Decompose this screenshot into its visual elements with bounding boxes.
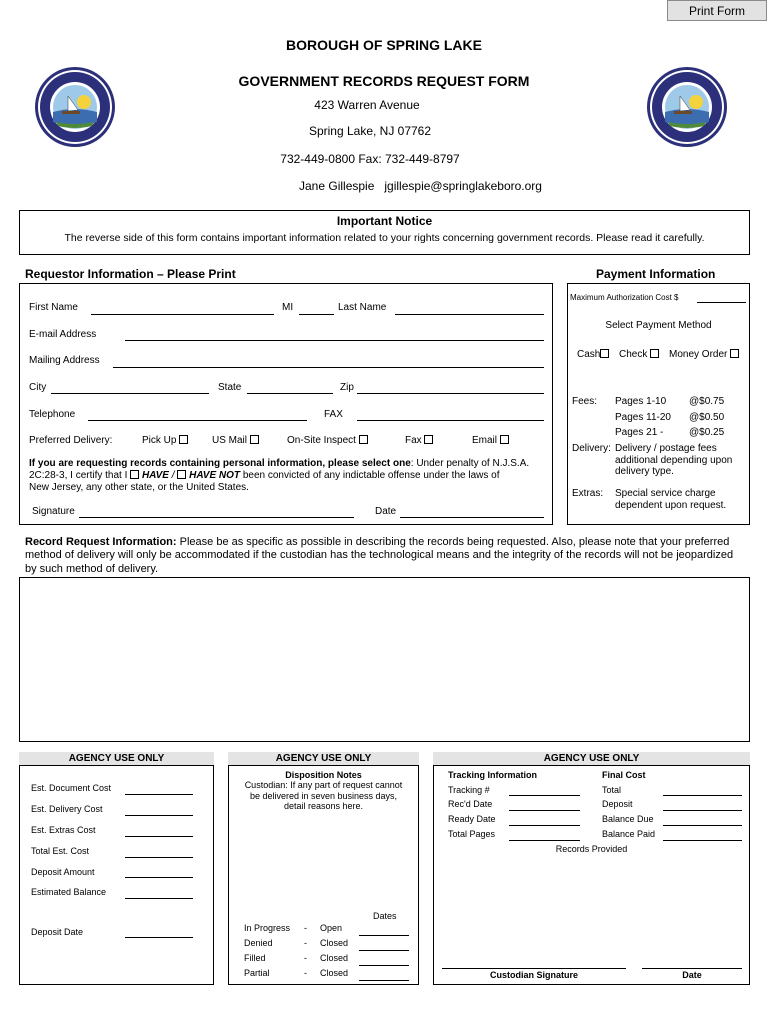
mi-label: MI [282, 302, 294, 313]
delivery-fee-text: Delivery / postage fees additional depending upon delivery type. [615, 443, 733, 477]
print-form-button[interactable]: Print Form [667, 0, 767, 21]
fax-delivery-label: Fax [405, 435, 422, 446]
status-open: Open [320, 923, 343, 933]
status-dash-2: - [304, 938, 307, 948]
balance-paid-label: Balance Paid [602, 829, 656, 839]
have-label: HAVE [141, 470, 169, 481]
agency-use-header-3: AGENCY USE ONLY [433, 752, 750, 765]
check-label: Check [619, 349, 648, 360]
last-name-label: Last Name [338, 302, 387, 313]
extras-fee-text: Special service charge dependent upon request. [615, 488, 727, 511]
payment-check[interactable] [619, 349, 659, 360]
city-label: City [29, 382, 47, 393]
max-auth-field[interactable] [697, 302, 746, 303]
est-delivery-cost-label: Est. Delivery Cost [31, 804, 103, 814]
in-progress-date-field[interactable] [359, 935, 409, 936]
fee-tier-1-pages: Pages 1-10 [615, 396, 667, 407]
est-extras-cost-field[interactable] [125, 836, 193, 837]
phone-fax: 732-449-0800 Fax: 732-449-8797 [280, 152, 460, 166]
record-request-text: Please be as specific as possible in describing the records being requested. Also, please note that your preferred method of delivery will only be accommodated if the custodian has the technological means and the integrity of the records will not be jeopardized by such method of delivery. [25, 536, 734, 575]
status-closed-1: Closed [320, 938, 349, 948]
check-checkbox[interactable] [650, 349, 659, 358]
status-closed-3: Closed [320, 968, 349, 978]
date-field[interactable] [400, 517, 544, 518]
telephone-field[interactable] [88, 420, 307, 421]
have-checkbox[interactable] [130, 470, 139, 479]
city-field[interactable] [51, 393, 209, 394]
status-filled: Filled [244, 953, 266, 963]
important-notice-box [19, 210, 750, 255]
total-est-cost-label: Total Est. Cost [31, 846, 90, 856]
delivery-fee-label: Delivery: [572, 443, 611, 454]
final-deposit-field[interactable] [663, 810, 742, 811]
custodian-signature-label: Custodian Signature [489, 970, 578, 980]
delivery-option-email[interactable] [472, 435, 509, 446]
recd-date-field[interactable] [509, 810, 580, 811]
tracking-number-field[interactable] [509, 795, 580, 796]
delivery-option-usmail[interactable] [212, 435, 259, 446]
balance-due-field[interactable] [663, 825, 742, 826]
email-delivery-label: Email [472, 435, 498, 446]
first-name-field[interactable] [91, 314, 274, 315]
fax-field[interactable] [357, 420, 544, 421]
money-order-checkbox[interactable] [730, 349, 739, 358]
deposit-date-label: Deposit Date [31, 927, 84, 937]
custodian-signature-field[interactable] [442, 968, 626, 969]
est-delivery-cost-field[interactable] [125, 815, 193, 816]
have-not-label: HAVE NOT [189, 470, 241, 481]
record-request-title: Record Request Information: [25, 536, 177, 548]
personal-info-text-4: New Jersey, any other state, or the United States. [29, 482, 249, 493]
record-request-textarea[interactable] [19, 577, 750, 742]
personal-info-text-2: 2C:28-3, I certify that I [29, 470, 128, 481]
delivery-option-fax[interactable] [405, 435, 433, 446]
signature-label: Signature [32, 506, 75, 517]
usmail-label: US Mail [212, 435, 248, 446]
fee-tier-1-rate: @$0.75 [689, 396, 725, 407]
custodian-date-label: Date [682, 970, 702, 980]
requestor-section-title: Requestor Information – Please Print [25, 267, 236, 281]
fee-tier-3-pages: Pages 21 - [615, 427, 664, 438]
status-dash-3: - [304, 953, 307, 963]
ready-date-label: Ready Date [448, 814, 496, 824]
extras-fee-label: Extras: [572, 488, 604, 499]
fax-delivery-checkbox[interactable] [424, 435, 433, 444]
payment-cash[interactable] [577, 349, 609, 360]
max-auth-label: Maximum Authorization Cost $ [570, 293, 679, 302]
disposition-notes-title: Disposition Notes [285, 770, 362, 780]
state-label: State [218, 382, 242, 393]
delivery-option-pickup[interactable] [142, 435, 188, 446]
final-total-field[interactable] [663, 795, 742, 796]
final-deposit-label: Deposit [602, 799, 633, 809]
fees-label: Fees: [572, 396, 598, 407]
payment-money-order[interactable] [669, 349, 739, 360]
have-not-checkbox[interactable] [177, 470, 186, 479]
fee-tier-2-rate: @$0.50 [689, 412, 725, 423]
dates-label: Dates [373, 911, 397, 921]
total-est-cost-field[interactable] [125, 857, 193, 858]
agency-use-header-2: AGENCY USE ONLY [228, 752, 419, 765]
slash-label: / [171, 470, 175, 481]
total-pages-label: Total Pages [448, 829, 496, 839]
onsite-label: On-Site Inspect [287, 435, 356, 446]
agency-tracking-box [433, 765, 750, 985]
status-partial: Partial [244, 968, 270, 978]
fee-tier-3-rate: @$0.25 [689, 427, 725, 438]
address-line-2: Spring Lake, NJ 07762 [308, 124, 432, 138]
mailing-address-label: Mailing Address [29, 355, 100, 366]
fax-label: FAX [324, 409, 343, 420]
total-pages-field[interactable] [509, 840, 580, 841]
fee-tier-2-pages: Pages 11-20 [615, 412, 671, 423]
mi-field[interactable] [299, 314, 334, 315]
form-title: GOVERNMENT RECORDS REQUEST FORM [238, 73, 530, 89]
custodian-date-field[interactable] [642, 968, 742, 969]
select-payment-method-label: Select Payment Method [605, 320, 712, 331]
recd-date-label: Rec'd Date [448, 799, 493, 809]
state-field[interactable] [247, 393, 333, 394]
contact-line: Jane Gillespie jgillespie@springlakeboro.org [299, 179, 542, 193]
pickup-checkbox[interactable] [179, 435, 188, 444]
deposit-date-field[interactable] [125, 937, 193, 938]
deposit-amount-field[interactable] [125, 877, 193, 878]
notice-title: Important Notice [336, 214, 433, 228]
agency-use-header-1: AGENCY USE ONLY [19, 752, 214, 765]
est-document-cost-field[interactable] [125, 794, 193, 795]
final-cost-title: Final Cost [602, 770, 646, 780]
zip-field[interactable] [357, 393, 544, 394]
filled-date-field[interactable] [359, 965, 409, 966]
mailing-address-field[interactable] [113, 367, 544, 368]
last-name-field[interactable] [395, 314, 544, 315]
notice-text: The reverse side of this form contains important information related to your rights concerning government records. Please read it carefully. [64, 232, 705, 244]
cash-checkbox[interactable] [600, 349, 609, 358]
est-extras-cost-label: Est. Extras Cost [31, 825, 96, 835]
telephone-label: Telephone [29, 409, 76, 420]
status-closed-2: Closed [320, 953, 349, 963]
borough-title: BOROUGH OF SPRING LAKE [285, 37, 482, 53]
delivery-option-onsite[interactable] [287, 435, 368, 446]
est-document-cost-label: Est. Document Cost [31, 783, 112, 793]
denied-date-field[interactable] [359, 950, 409, 951]
date-label: Date [375, 506, 397, 517]
money-order-label: Money Order [669, 349, 728, 360]
first-name-label: First Name [29, 302, 78, 313]
ready-date-field[interactable] [509, 825, 580, 826]
personal-info-bold: If you are requesting records containing personal information, please select one [29, 458, 411, 469]
email-label: E-mail Address [29, 329, 97, 340]
address-line-1: 423 Warren Avenue [314, 98, 420, 112]
cash-label: Cash [577, 349, 601, 360]
records-provided-label: Records Provided [555, 844, 628, 854]
disposition-notes-text: Custodian: If any part of request cannot be delivered in seven business days, detail reasons here. [244, 780, 403, 811]
preferred-delivery-label: Preferred Delivery: [29, 435, 113, 446]
personal-info-certification [29, 458, 544, 494]
personal-info-text-1: : Under penalty of N.J.S.A. [410, 458, 530, 469]
email-delivery-checkbox[interactable] [500, 435, 509, 444]
onsite-checkbox[interactable] [359, 435, 368, 444]
zip-label: Zip [340, 382, 354, 393]
balance-due-label: Balance Due [602, 814, 654, 824]
signature-field[interactable] [79, 517, 354, 518]
record-request-instructions [25, 536, 747, 576]
estimated-balance-label: Estimated Balance [31, 887, 107, 897]
personal-info-text-3: been convicted of any indictable offense under the laws of [242, 470, 500, 481]
tracking-information-title: Tracking Information [448, 770, 538, 780]
partial-date-field[interactable] [359, 980, 409, 981]
tracking-number-label: Tracking # [448, 785, 490, 795]
status-denied: Denied [244, 938, 273, 948]
status-dash-1: - [304, 923, 307, 933]
usmail-checkbox[interactable] [250, 435, 259, 444]
final-total-label: Total [602, 785, 622, 795]
status-in-progress: In Progress [244, 923, 291, 933]
payment-section-title: Payment Information [596, 267, 716, 281]
email-field[interactable] [125, 340, 544, 341]
pickup-label: Pick Up [142, 435, 177, 446]
deposit-amount-label: Deposit Amount [31, 867, 95, 877]
status-dash-4: - [304, 968, 307, 978]
estimated-balance-field[interactable] [125, 898, 193, 899]
balance-paid-field[interactable] [663, 840, 742, 841]
